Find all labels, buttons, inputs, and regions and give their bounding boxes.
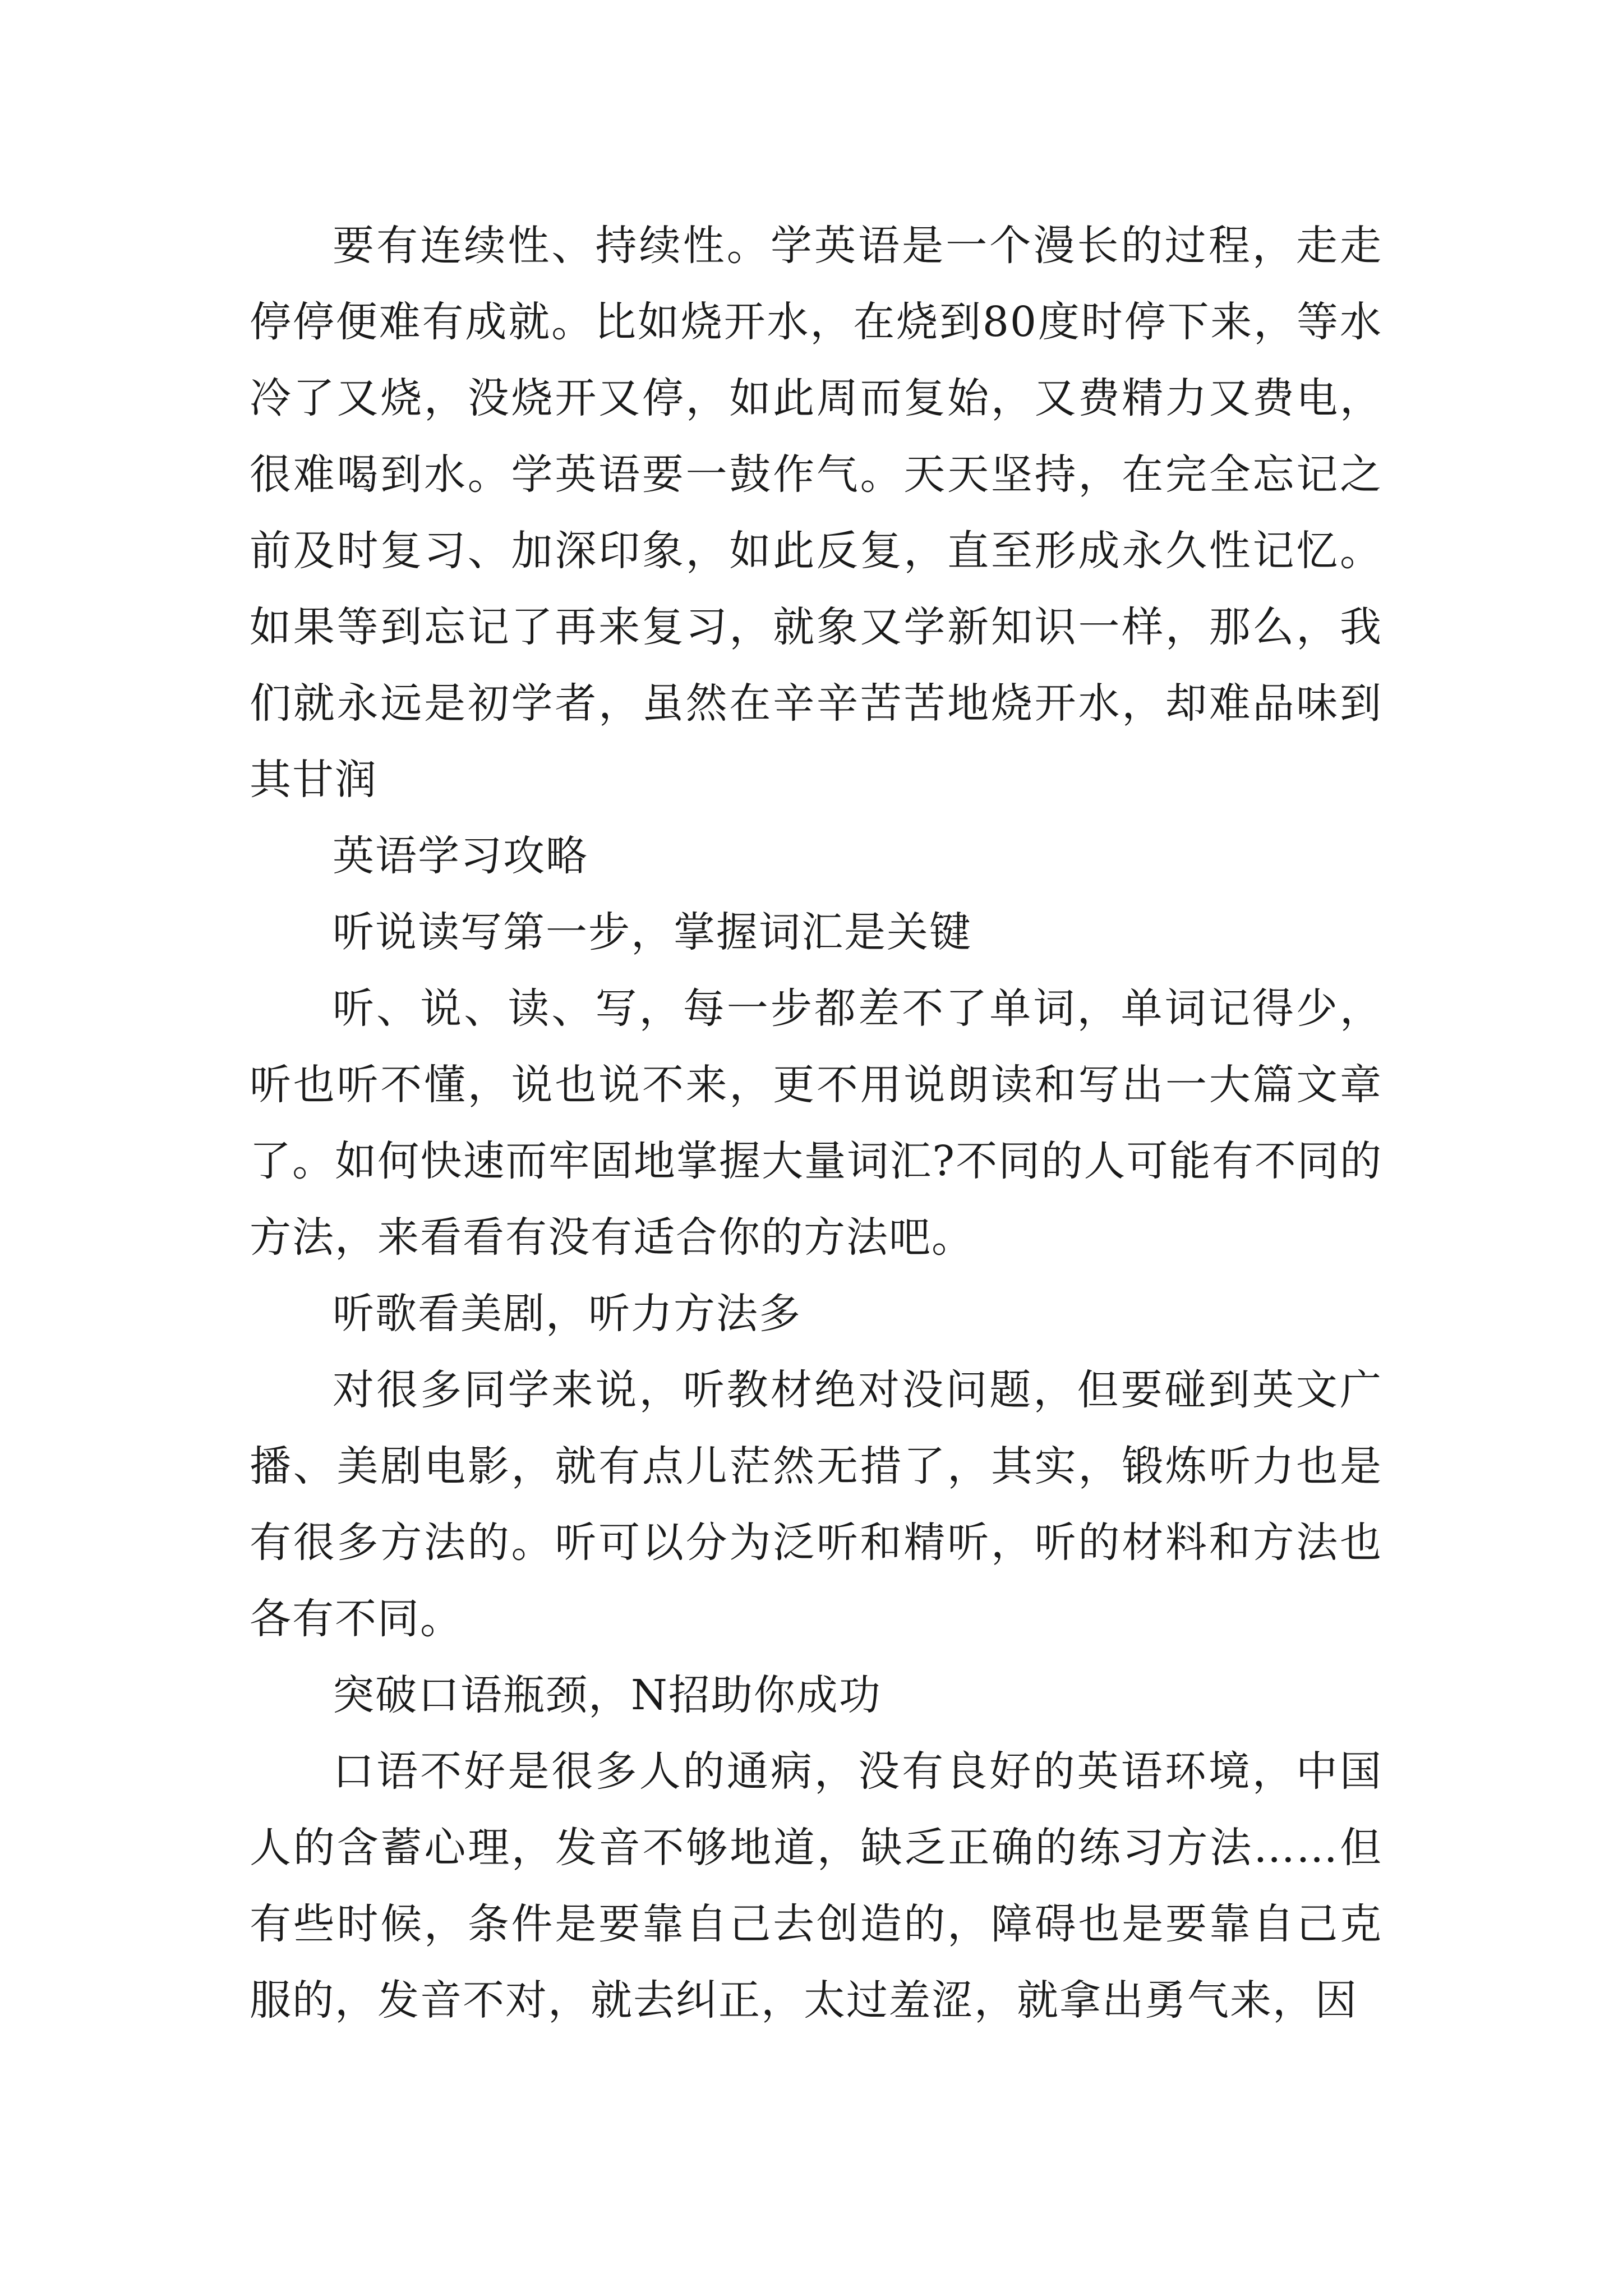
paragraph-speaking: 口语不好是很多人的通病，没有良好的英语环境，中国人的含蓄心理，发音不够地道，缺乏正确的练习方法……但有些时候，条件是要靠自己去创造的，障碍也是要靠自己克服的，发音不对，就去纠正，太过羞涩，就拿出勇气来，因 [250, 1747, 1382, 2024]
paragraph-listening: 对很多同学来说，听教材绝对没问题，但要碰到英文广播、美剧电影，就有点儿茫然无措了，其实，锻炼听力也是有很多方法的。听可以分为泛听和精听，听的材料和方法也各有不同。 [250, 1366, 1382, 1643]
paragraph-vocabulary: 听、说、读、写，每一步都差不了单词，单词记得少，听也听不懂，说也说不来，更不用说朗读和写出一大篇文章了。如何快速而牢固地掌握大量词汇?不同的人可能有不同的方法，来看看有没有适合你的方法吧。 [250, 984, 1382, 1262]
document-body [250, 208, 1382, 2039]
paragraph-persistence: 要有连续性、持续性。学英语是一个漫长的过程，走走停停便难有成就。比如烧开水，在烧到80度时停下来，等水冷了又烧，没烧开又停，如此周而复始，又费精力又费电，很难喝到水。学英语要一鼓作气。天天坚持，在完全忘记之前及时复习、加深印象，如此反复，直至形成永久性记忆。如果等到忘记了再来复习，就象又学新知识一样，那么，我们就永远是初学者，虽然在辛辛苦苦地烧开水，却难品味到其甘润 [250, 222, 1382, 804]
heading-listening-methods: 听歌看美剧，听力方法多 [333, 1290, 801, 1338]
heading-english-learning-strategy: 英语学习攻略 [333, 832, 588, 880]
heading-vocabulary-key: 听说读写第一步，掌握词汇是关键 [333, 908, 972, 956]
heading-speaking-breakthrough: 突破口语瓶颈，N招助你成功 [333, 1671, 882, 1719]
